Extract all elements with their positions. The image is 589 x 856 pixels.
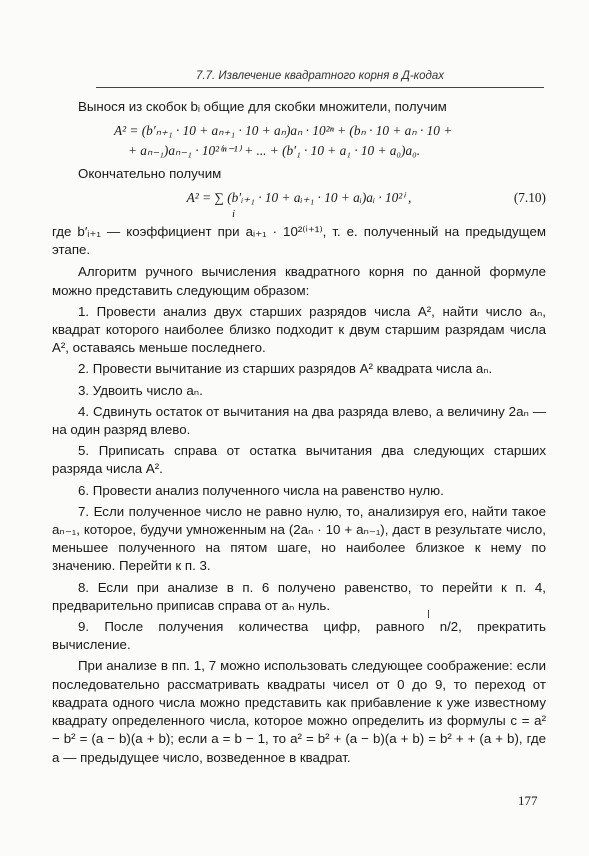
analysis-paragraph: При анализе в пп. 1, 7 можно использовать следующее соображение: если последовательно рассматривать квадраты чисел от 0 до 9, то переход от квадрата одного числа можно представить как прибавление к уже известному квадрату определенного числа, которое можно определить из формулы c = a² − b² = (a − b)(a + b); если a = b − 1, то a² = b² + (a − b)(a + b) = b² + + (a + b), где a — предыдущее число, возведенное в квадрат. (52, 658, 546, 765)
intro-paragraph: Вынося из скобок bᵢ общие для скобки множители, получим (78, 99, 447, 114)
page-number: 177 (518, 793, 538, 808)
formula-7-10 (52, 189, 546, 207)
formula-1-line-1: A² = (b′ₙ₊₁ · 10 + aₙ₊₁ · 10 + aₙ)aₙ · 10²ⁿ + (bₙ · 10 + aₙ · 10 + (114, 123, 453, 139)
step-2: 2. Провести вычитание из старших разрядов A² квадрата числа aₙ. (78, 361, 493, 377)
step-8: 8. Если при анализе в п. 6 получено равенство, то перейти к п. 4, предварительно приписав справа от aₙ нуль. (52, 579, 546, 613)
sum-index-row (52, 209, 546, 221)
algorithm-intro: Алгоритм ручного вычисления квадратного корня по данной формуле можно представить следующим образом: (52, 264, 546, 298)
formula-1-line-2: + aₙ₋₁)aₙ₋₁ · 10²⁽ⁿ⁻¹⁾ + ... + (b′₁ · 10 + a₁ · 10 + a₀)a₀. (128, 143, 421, 159)
equation-number: (7.10) (513, 189, 546, 205)
page-body (52, 98, 546, 767)
step-4: 4. Сдвинуть остаток от вычитания на два разряда влево, а величину 2aₙ — на один разряд влево. (52, 403, 546, 438)
sum-index: i (232, 208, 236, 221)
step-5: 5. Приписать справа от остатка вычитания два следующих старших разряда числа A². (52, 443, 546, 477)
finally-paragraph: Окончательно получим (78, 165, 222, 181)
where-paragraph: где b′ᵢ₊₁ — коэффициент при aᵢ₊₁ · 10²⁽ⁱ⁺¹⁾, т. е. полученный на предыдущем этапе. (52, 224, 546, 258)
step-1: 1. Провести анализ двух старших разрядов числа A², найти число aₙ, квадрат которого наиболее близко подходит к двум старшим разрядам числа A², оставаясь меньше последнего. (52, 303, 546, 356)
formula-7-10-body: A² = ∑ (b′ᵢ₊₁ · 10 + aᵢ₊₁ · 10 + aᵢ)aᵢ · 10²ⁱ , (186, 189, 412, 205)
step-3: 3. Удвоить число aₙ. (78, 382, 203, 398)
running-header: 7.7. Извлечение квадратного корня в Д-кодах (196, 70, 444, 82)
step-7: 7. Если полученное число не равно нулю, то, анализируя его, найти такое aₙ₋₁, которое, будучи умноженным на (2aₙ · 10 + aₙ₋₁), даст в результате число, меньшее полученного на пятом шаге, но наиболее близкое к нему по значению. Перейти к п. 3. (52, 503, 546, 574)
step-6: 6. Провести анализ полученного числа на равенство нулю. (78, 482, 444, 498)
step-9: 9. После получения количества цифр, равного n/2, прекратить вычисление. (52, 619, 546, 653)
margin-mark (428, 610, 429, 618)
header-rule (96, 87, 544, 88)
